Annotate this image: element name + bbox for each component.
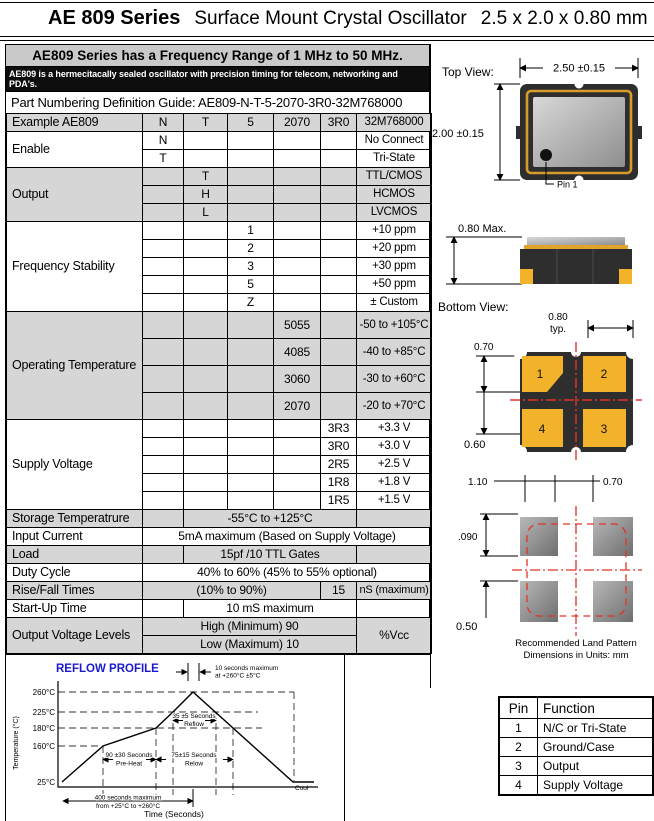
table-row: [7, 546, 432, 564]
function-header: Function: [538, 697, 653, 719]
empty-cell: [143, 600, 184, 618]
tick-160: 160°C: [32, 742, 55, 751]
empty-cell: [321, 186, 357, 204]
empty-cell: [143, 393, 184, 420]
example-frequency: 32M768000: [357, 114, 432, 132]
side-lid: [527, 237, 625, 245]
pin-function: Output: [538, 757, 653, 776]
empty-cell: [274, 456, 321, 474]
table-row: [7, 132, 432, 150]
pin-function: Ground/Case: [538, 738, 653, 757]
pin-function: N/C or Tri-State: [538, 719, 653, 738]
option-code: T: [184, 168, 228, 186]
bottom-dim-060: 0.60: [464, 439, 486, 451]
empty-cell: [321, 312, 357, 339]
empty-cell: [184, 438, 228, 456]
land-dim-110: 1.10: [468, 477, 488, 488]
bottom-dim-typ: typ.: [549, 324, 567, 335]
empty-cell: [184, 132, 228, 150]
spec-value: 10 mS maximum: [184, 600, 357, 618]
pin-number: 1: [499, 719, 538, 738]
row-label-voltage: Supply Voltage: [7, 420, 143, 510]
row-label-storage: Storage Temperatrure: [7, 510, 143, 528]
example-row: [7, 114, 432, 132]
pin-table-row: [499, 719, 653, 738]
spec-value: 15pf /10 TTL Gates: [184, 546, 357, 564]
empty-cell: [184, 420, 228, 438]
option-value: +50 ppm: [357, 276, 432, 294]
reflow-y-axis-label: Temperature (°C): [13, 716, 20, 770]
preheat-line1: 90 ±30 Seconds: [105, 752, 153, 759]
row-label-stability: Frequency Stability: [7, 222, 143, 312]
empty-cell: [143, 420, 184, 438]
option-value: -40 to +85°C: [357, 339, 432, 366]
row-label-example: Example AE809: [7, 114, 143, 132]
empty-cell: [228, 150, 274, 168]
land-caption-line2: Dimensions in Units: mm: [523, 650, 629, 661]
empty-cell: [357, 510, 432, 528]
option-code: 2R5: [321, 456, 357, 474]
empty-cell: [274, 276, 321, 294]
pin-header: Pin: [499, 697, 538, 719]
option-code: 3R0: [321, 438, 357, 456]
empty-cell: [321, 276, 357, 294]
empty-cell: [228, 393, 274, 420]
spec-stack: [5, 44, 430, 655]
empty-cell: [321, 150, 357, 168]
bottom-dim-070: 0.70: [474, 342, 494, 353]
reflow-top-line1: 35 ±5 Seconds: [172, 713, 216, 720]
tick-180: 180°C: [32, 724, 55, 733]
tick-225: 225°C: [32, 708, 55, 717]
bottom-view-title: Bottom View:: [438, 300, 509, 314]
empty-cell: [184, 393, 228, 420]
empty-cell: [143, 474, 184, 492]
table-row: [7, 168, 432, 186]
spec-value-low: Low (Maximum) 10: [143, 636, 357, 654]
spec-value: 40% to 60% (45% to 55% optional): [143, 564, 432, 582]
option-value: Tri-State: [357, 150, 432, 168]
option-code: L: [184, 204, 228, 222]
land-caption-line1: Recommended Land Pattern: [515, 638, 637, 649]
bottom-left-dimension: [476, 356, 520, 434]
empty-cell: [143, 312, 184, 339]
left-column: [5, 44, 430, 821]
empty-cell: [357, 600, 432, 618]
land-left-dimensions: [480, 514, 518, 618]
row-label-temperature: Operating Temperature: [7, 312, 143, 420]
spec-unit: %Vcc: [357, 618, 432, 654]
empty-cell: [321, 294, 357, 312]
option-code: H: [184, 186, 228, 204]
option-code: 3060: [274, 366, 321, 393]
spec-unit: nS (maximum): [357, 582, 432, 600]
pad-number-3: 3: [600, 422, 608, 436]
empty-cell: [274, 186, 321, 204]
pad-number-1: 1: [536, 367, 544, 381]
empty-cell: [321, 258, 357, 276]
empty-cell: [274, 204, 321, 222]
pin-number: 4: [499, 776, 538, 796]
land-top-dimension: [494, 475, 600, 502]
example-code: 2070: [274, 114, 321, 132]
side-pad-right: [619, 269, 632, 284]
bottom-view-package: [510, 342, 642, 462]
example-code: T: [184, 114, 228, 132]
table-row: [7, 618, 432, 636]
empty-cell: [321, 168, 357, 186]
page-header: [0, 7, 654, 30]
empty-cell: [274, 420, 321, 438]
option-code: T: [143, 150, 184, 168]
empty-cell: [228, 474, 274, 492]
empty-cell: [274, 168, 321, 186]
empty-cell: [143, 186, 184, 204]
table-row: [7, 222, 432, 240]
description-strip: AE809 is a hermecitacally sealed oscillator with precision timing for telecom, networking and PDA's.: [6, 67, 429, 91]
empty-cell: [143, 240, 184, 258]
option-code: 1R8: [321, 474, 357, 492]
empty-cell: [321, 393, 357, 420]
empty-cell: [274, 438, 321, 456]
empty-cell: [228, 186, 274, 204]
spec-value: -55°C to +125°C: [184, 510, 357, 528]
option-value: TTL/CMOS: [357, 168, 432, 186]
spec-value-high: High (Minimum) 90: [143, 618, 357, 636]
empty-cell: [143, 168, 184, 186]
empty-cell: [274, 492, 321, 510]
example-code: N: [143, 114, 184, 132]
empty-cell: [228, 312, 274, 339]
empty-cell: [184, 276, 228, 294]
peak-note-line1: 10 seconds maximum: [215, 665, 279, 672]
row-label-output: Output: [7, 168, 143, 222]
pin-number: 3: [499, 757, 538, 776]
empty-cell: [143, 366, 184, 393]
top-view-package: [516, 80, 642, 185]
option-value: LVCMOS: [357, 204, 432, 222]
pin1-dot-marker: [540, 149, 552, 161]
row-label-output-levels: Output Voltage Levels: [7, 618, 143, 654]
empty-cell: [321, 204, 357, 222]
empty-cell: [184, 456, 228, 474]
option-value: ± Custom: [357, 294, 432, 312]
row-label-input-current: Input Current: [7, 528, 143, 546]
empty-cell: [143, 258, 184, 276]
empty-cell: [184, 222, 228, 240]
row-label-rise-fall: Rise/Fall Times: [7, 582, 143, 600]
table-row: [7, 528, 432, 546]
bottom-top-dimension: [588, 320, 633, 338]
peak-note-line2: at +260°C ±5°C: [215, 672, 261, 680]
empty-cell: [143, 204, 184, 222]
pad-number-2: 2: [600, 367, 608, 381]
empty-cell: [228, 168, 274, 186]
option-code: 4085: [274, 339, 321, 366]
table-row: [7, 312, 432, 339]
empty-cell: [228, 339, 274, 366]
example-code: 3R0: [321, 114, 357, 132]
option-value: +2.5 V: [357, 456, 432, 474]
empty-cell: [274, 294, 321, 312]
empty-cell: [228, 438, 274, 456]
table-row: [7, 582, 432, 600]
empty-cell: [321, 132, 357, 150]
relow-line2: Relow: [184, 760, 204, 768]
option-code: 5055: [274, 312, 321, 339]
pin-table-row: [499, 757, 653, 776]
empty-cell: [143, 492, 184, 510]
frequency-banner: AE809 Series has a Frequency Range of 1 MHz to 50 MHz.: [6, 45, 429, 67]
cool-label: Cool: [295, 785, 309, 792]
pin-function: Supply Voltage: [538, 776, 653, 796]
empty-cell: [228, 366, 274, 393]
side-view-height-label: 0.80 Max.: [458, 223, 507, 235]
option-code: 1: [228, 222, 274, 240]
option-code: Z: [228, 294, 274, 312]
empty-cell: [143, 222, 184, 240]
bottom-dim-080: 0.80: [548, 312, 568, 323]
top-view-width-label: 2.50 ±0.15: [553, 62, 605, 75]
pin-number: 2: [499, 738, 538, 757]
empty-cell: [184, 492, 228, 510]
package-size: 2.5 x 2.0 x 0.80 mm: [480, 8, 648, 29]
empty-cell: [228, 492, 274, 510]
option-code: 3R3: [321, 420, 357, 438]
empty-cell: [274, 150, 321, 168]
empty-cell: [143, 339, 184, 366]
pin-table-row: [499, 738, 653, 757]
pad-number-4: 4: [538, 422, 546, 436]
spec-number: 15: [321, 582, 357, 600]
empty-cell: [184, 339, 228, 366]
side-pad-left: [520, 269, 533, 284]
reflow-profile-line: [62, 692, 314, 782]
relow-line1: 75±15 Seconds: [171, 752, 217, 759]
empty-cell: [274, 474, 321, 492]
empty-cell: [321, 366, 357, 393]
option-code: N: [143, 132, 184, 150]
tick-25: 25°C: [37, 778, 55, 787]
empty-cell: [184, 150, 228, 168]
total-time-line1: 400 seconds maximum: [94, 794, 162, 802]
option-code: 1R5: [321, 492, 357, 510]
empty-cell: [184, 312, 228, 339]
option-value: -30 to +60°C: [357, 366, 432, 393]
spec-value: (10% to 90%): [143, 582, 321, 600]
land-dim-050: 0.50: [456, 621, 478, 633]
option-code: 2: [228, 240, 274, 258]
option-code: 5: [228, 276, 274, 294]
empty-cell: [274, 132, 321, 150]
empty-cell: [274, 258, 321, 276]
package-drawings: [430, 44, 654, 669]
empty-cell: [228, 456, 274, 474]
empty-cell: [143, 438, 184, 456]
land-dim-090: .090: [458, 532, 478, 543]
option-value: +1.5 V: [357, 492, 432, 510]
part-numbering-guide: Part Numbering Definition Guide: AE809-N-T-5-2070-3R0-32M768000: [6, 91, 429, 113]
empty-cell: [321, 222, 357, 240]
reflow-gridlines: [58, 692, 294, 795]
empty-cell: [143, 276, 184, 294]
pin-table-row: [499, 776, 653, 796]
option-value: +3.3 V: [357, 420, 432, 438]
empty-cell: [184, 366, 228, 393]
row-label-load: Load: [7, 546, 143, 564]
side-view-height-dimension: [446, 237, 522, 284]
series-title: AE 809 Series: [48, 7, 181, 29]
empty-cell: [228, 420, 274, 438]
example-code: 5: [228, 114, 274, 132]
top-view-title: Top View:: [442, 65, 494, 79]
option-value: +20 ppm: [357, 240, 432, 258]
option-value: HCMOS: [357, 186, 432, 204]
empty-cell: [143, 510, 184, 528]
preheat-line2: Pre-Heat: [115, 760, 143, 768]
pin-function-table-wrap: [498, 696, 654, 796]
empty-cell: [143, 546, 184, 564]
empty-cell: [321, 240, 357, 258]
side-gold-strip: [524, 245, 628, 249]
option-value: -20 to +70°C: [357, 393, 432, 420]
pin-table-header: [499, 697, 653, 719]
tick-260: 260°C: [32, 688, 55, 697]
empty-cell: [184, 258, 228, 276]
option-code: 2070: [274, 393, 321, 420]
empty-cell: [357, 546, 432, 564]
row-label-startup: Start-Up Time: [7, 600, 143, 618]
empty-cell: [228, 204, 274, 222]
empty-cell: [184, 294, 228, 312]
land-dim-070-top: 0.70: [603, 477, 623, 488]
option-value: +30 ppm: [357, 258, 432, 276]
reflow-title: REFLOW PROFILE: [56, 663, 159, 675]
empty-cell: [228, 132, 274, 150]
row-label-duty-cycle: Duty Cycle: [7, 564, 143, 582]
empty-cell: [274, 240, 321, 258]
empty-cell: [184, 240, 228, 258]
peak-dimension-lines: [176, 663, 211, 681]
reflow-profile-chart: [6, 655, 344, 821]
reflow-top-line2: Reflow: [184, 721, 204, 728]
empty-cell: [321, 339, 357, 366]
product-title: Surface Mount Crystal Oscillator: [194, 8, 467, 29]
empty-cell: [143, 294, 184, 312]
pin-function-table: [498, 696, 654, 796]
reflow-profile-panel: [5, 655, 345, 821]
top-rule: [0, 2, 654, 3]
header-divider: [0, 36, 654, 41]
table-row: [7, 420, 432, 438]
option-code: 3: [228, 258, 274, 276]
empty-cell: [143, 456, 184, 474]
row-label-enable: Enable: [7, 132, 143, 168]
table-row: [7, 510, 432, 528]
part-numbering-table: [6, 113, 432, 654]
option-value: +10 ppm: [357, 222, 432, 240]
pin1-label: Pin 1: [557, 179, 578, 190]
option-value: -50 to +105°C: [357, 312, 432, 339]
option-value: +3.0 V: [357, 438, 432, 456]
side-body: [520, 249, 632, 284]
top-view-height-label: 2.00 ±0.15: [432, 128, 484, 140]
spec-value: 5mA maximum (Based on Supply Voltage): [143, 528, 432, 546]
side-view-package: [520, 237, 632, 284]
total-time-line2: from +25°C to +260°C: [95, 803, 161, 810]
package-drawings-panel: [430, 44, 654, 812]
table-row: [7, 564, 432, 582]
option-value: No Connect: [357, 132, 432, 150]
table-row: [7, 600, 432, 618]
option-value: +1.8 V: [357, 474, 432, 492]
reflow-x-axis-label: Time (Seconds): [144, 809, 204, 819]
empty-cell: [274, 222, 321, 240]
empty-cell: [184, 474, 228, 492]
